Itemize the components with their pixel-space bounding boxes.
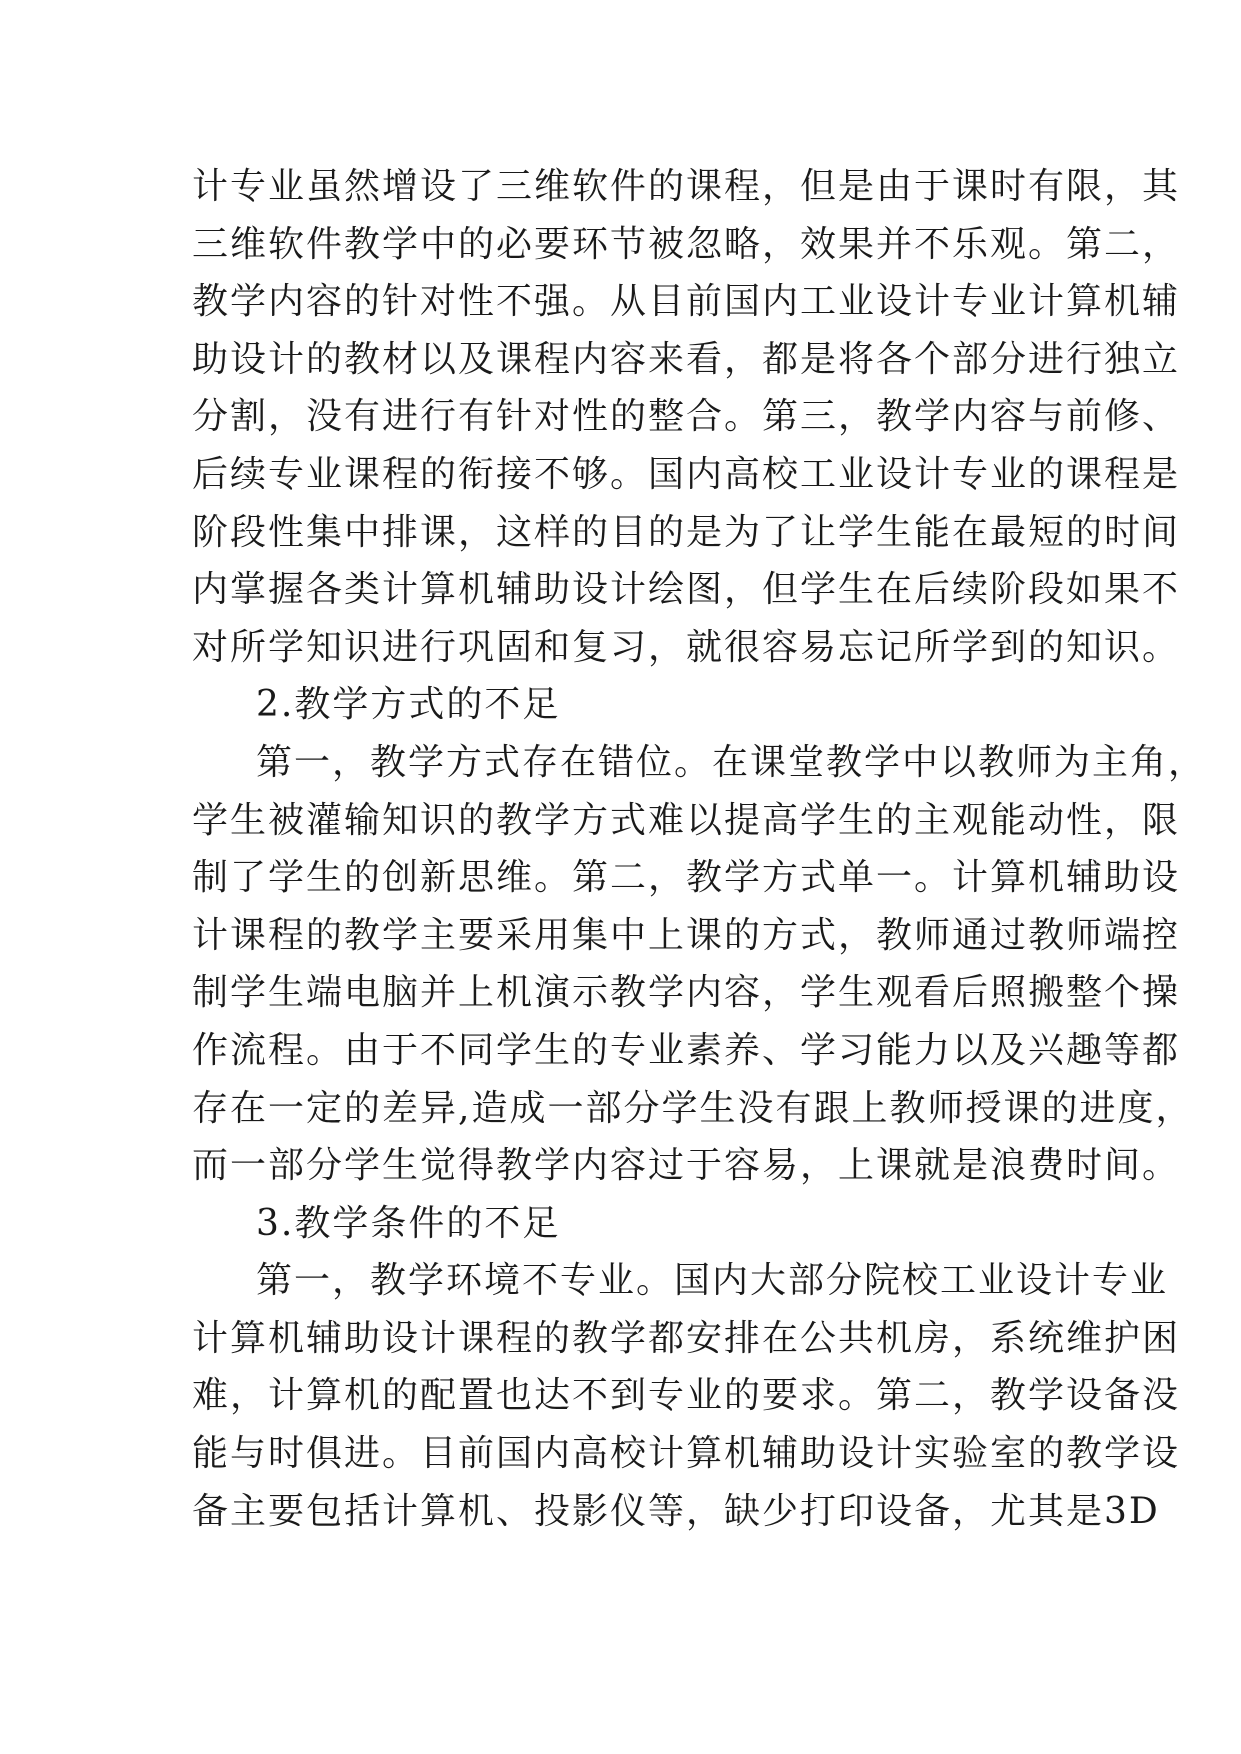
paragraph-line: 备主要包括计算机、投影仪等，缺少打印设备，尤其是3D: [192, 1490, 1160, 1532]
paragraph-line: 教学内容的针对性不强。从目前国内工业设计专业计算机辅: [192, 281, 1181, 323]
paragraph-line: 计课程的教学主要采用集中上课的方式，教师通过教师端控: [192, 914, 1181, 956]
paragraph-line: 制了学生的创新思维。第二，教学方式单一。计算机辅助设: [192, 857, 1181, 899]
paragraph-line: 计算机辅助设计课程的教学都安排在公共机房，系统维护困: [192, 1317, 1181, 1359]
paragraph-line: 计专业虽然增设了三维软件的课程，但是由于课时有限，其: [192, 166, 1181, 207]
paragraph-line: 制学生端电脑并上机演示教学内容，学生观看后照搬整个操: [192, 972, 1181, 1014]
paragraph-line: 分割，没有进行有针对性的整合。第三，教学内容与前修、: [192, 396, 1181, 438]
document-body: [192, 158, 1207, 1540]
paragraph-line: 内掌握各类计算机辅助设计绘图，但学生在后续阶段如果不: [192, 569, 1181, 611]
paragraph-line: 助设计的教材以及课程内容来看，都是将各个部分进行独立: [192, 338, 1181, 380]
paragraph-line: 存在一定的差异,造成一部分学生没有跟上教师授课的进度，: [192, 1087, 1194, 1129]
paragraph-line: 对所学知识进行巩固和复习，就很容易忘记所学到的知识。: [192, 626, 1181, 668]
paragraph-line: 能与时俱进。目前国内高校计算机辅助设计实验室的教学设: [192, 1433, 1181, 1475]
paragraph-line: 难，计算机的配置也达不到专业的要求。第二，教学设备没: [192, 1375, 1181, 1417]
paragraph-line: 而一部分学生觉得教学内容过于容易，上课就是浪费时间。: [192, 1145, 1181, 1187]
paragraph-line: 第一，教学环境不专业。国内大部分院校工业设计专业: [256, 1260, 1169, 1302]
paragraph-line: 作流程。由于不同学生的专业素养、学习能力以及兴趣等都: [192, 1029, 1181, 1071]
paragraph-line: 后续专业课程的衔接不够。国内高校工业设计专业的课程是: [192, 453, 1181, 495]
paragraph-line: 阶段性集中排课，这样的目的是为了让学生能在最短的时间: [192, 511, 1181, 553]
paragraph-line: 学生被灌输知识的教学方式难以提高学生的主观能动性，限: [192, 799, 1181, 841]
paragraph-line: 第一，教学方式存在错位。在课堂教学中以教师为主角，: [256, 741, 1207, 783]
paragraph-line: 三维软件教学中的必要环节被忽略，效果并不乐观。第二，: [192, 223, 1181, 265]
section-heading: 3.教学条件的不足: [256, 1202, 561, 1244]
section-heading: 2.教学方式的不足: [256, 684, 561, 726]
